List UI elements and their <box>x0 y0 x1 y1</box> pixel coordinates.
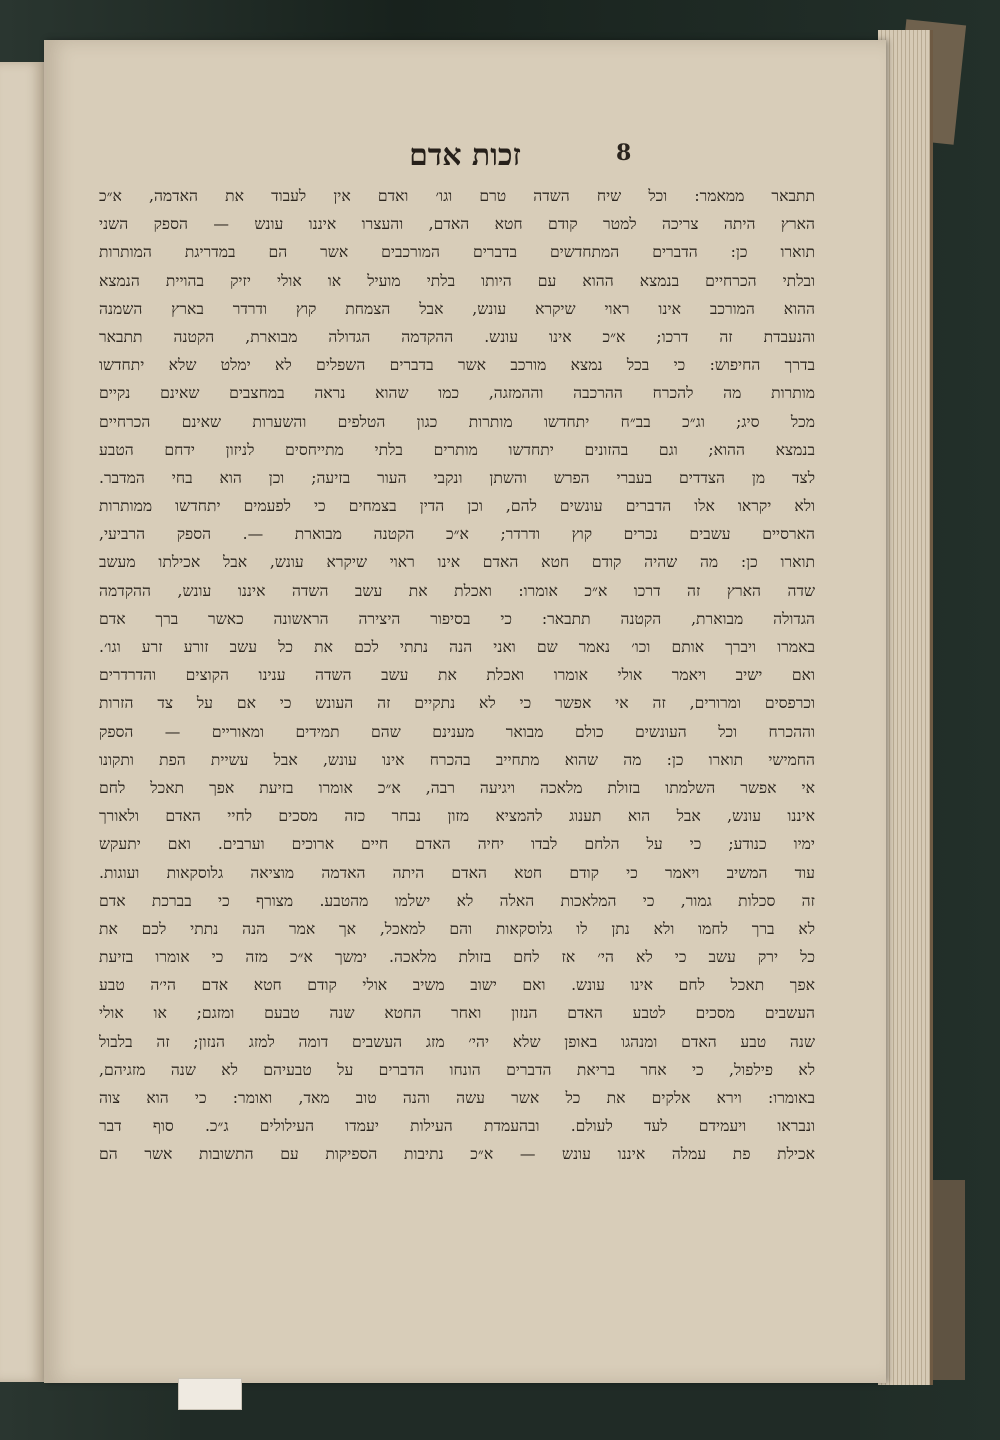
text-line: לא פילפול, כי אחר בריאת הדברים הונחו הדברים על טבעיהם לא שנה מזגיהם, <box>99 1060 815 1079</box>
running-title: זכות אדם <box>409 138 521 173</box>
text-line: באמרו ויברך אותם וכו׳ נאמר שם ואני הנה נתתי לכם את כל עשב זורע זרע וגו׳. <box>99 638 815 656</box>
text-line: זה סכלות גמור, כי המלאכות האלה לא ישלמו מהטבע. מצורף כי בברכת אדם <box>99 891 815 910</box>
text-line: ובלתי הכרחיים בנמצא ההוא עם היותו בלתי מועיל או אולי יזיק בהויית הנמצא <box>99 271 815 290</box>
text-line: אי אפשר השלמתו בזולת מלאכה ויגיעה רבה, א״כ אומרו בזיעת אפך תאכל לחם <box>99 778 815 797</box>
text-line: מכל סיג; וג״כ בב״ח יתחדשו מותרות כגון הטלפים והשערות שאינם הכרחיים <box>99 412 815 431</box>
text-line: שנה טבע האדם ומנהגו באופן שלא יהי׳ מזג העשבים דומה למזג הנזון; זה בלבול <box>99 1032 815 1051</box>
text-line: העשבים מסכים לטבע האדם הנזון ואחר החטא שנה טבעם ומזגם; או אולי <box>99 1004 815 1023</box>
text-line: וכרפסים ומרורים, זה אי אפשר כי לא נתקיים זה העונש כי אם על צד הזרות <box>99 694 815 713</box>
text-line: בנמצא ההוא; וגם בהזונים יתחדשו מותרים בלתי מתייחסים לניזון ידחם הטבע <box>99 440 815 459</box>
body-text <box>99 182 815 1169</box>
text-line: שדה הארץ זה דרכו א״כ אומרו: ואכלת את עשב השדה איננו עונש, ההקדמה <box>99 581 815 600</box>
text-line: תתבאר ממאמר: וכל שיח השדה טרם וגו׳ ואדם אין לעבוד את האדמה, א״כ <box>99 187 815 205</box>
text-line: הארץ היתה צריכה למטר קודם חטא האדם, והעצרו איננו עונש — הספק השני <box>99 215 815 234</box>
text-line: לא ברך לחמו ולא נתן לו גלוסקאות והם למאכל, אך אמר הנה נתתי לכם את <box>99 919 815 938</box>
facing-page-edge <box>0 62 46 1382</box>
text-line: ונבראו ויעמידם לעד לעולם. ובהעמדת העילות יעמדו העילולים ג״כ. סוף דבר <box>99 1117 815 1136</box>
page-number: 8 <box>616 140 632 166</box>
text-line: ולא יקראו אלו הדברים עונשים להם, וכן הדין בצמחים כי לפעמים יתחדשו ממותרות <box>99 497 815 516</box>
text-line: באומרו: וירא אלקים את כל אשר עשה והנה טוב מאד, ואומר: כי הוא צוה <box>99 1089 815 1107</box>
text-line: איננו עונש, אבל הוא תענוג להמציא מזון נבחר כזה מסכים לחיי האדם ולאורך <box>99 807 815 826</box>
text-line: תוארו כן: הדברים המתחדשים בדברים המורכבים אשר הם במדריגת המותרות <box>99 243 815 262</box>
text-line: ימיו כנודע; כי על הלחם לבדו יחיה האדם חיים ארוכים וערבים. ואם יתעקש <box>99 835 815 854</box>
cover-cloth <box>180 1380 860 1440</box>
text-line: וההכרח וכל העונשים כולם מבואר מענינם שהם תמידים ומאוריים — הספק <box>99 722 815 741</box>
text-line: לצד מן הצדדים בעברי הפרש והשתן ונקבי העור בזיעה; וכן הוא בחי המדבר. <box>99 468 815 487</box>
text-line: ואם ישיב ויאמר אולי אומרו ואכלת את עשב השדה ענינו הקוצים והדרדרים <box>99 666 815 685</box>
text-line: החמישי תוארו כן: מה שהוא מתחייב בהכרח אינו עונש, אבל עשיית הפת ותקונו <box>99 750 815 769</box>
text-line: תוארו כן: מה שהיה קודם חטא האדם אינו ראוי שיקרא עונש, אבל אכילתו מעשב <box>99 553 815 572</box>
text-line: כל ירק עשב כי לא הי׳ אז לחם בזולת מלאכה. ימשך א״כ מזה כי אומרו בזיעת <box>99 948 815 967</box>
text-line: מותרות מה להכרח ההרכבה וההמזגה, כמו שהוא נראה במחצבים שאינם נקיים <box>99 384 815 403</box>
text-line: אפך תאכל לחם אינו עונש. ואם ישוב משיב אולי קודם חטא אדם הי׳ה טבע <box>99 976 815 995</box>
page-header <box>44 138 886 178</box>
text-line: ההוא המורכב אינו ראוי שיקרא עונש, אבל הצמחת קוץ ודרדר בארץ השמנה <box>99 299 815 318</box>
text-line: והנעבדת זה דרכו; א״כ אינו עונש. ההקדמה הגדולה מבוארת, הקטנה תתבאר <box>99 327 815 346</box>
text-line: בדרך החיפוש: כי בכל נמצא מורכב אשר בדברים השפלים לא ימלט שלא יתחדשו <box>99 356 815 375</box>
text-line: הגדולה מבוארת, הקטנה תתבאר: כי בסיפור היצירה הראשונה כאשר ברך אדם <box>99 609 815 628</box>
text-line: הארסיים עשבים נכרים קוץ ודרדר; א״כ הקטנה מבוארת —. הספק הרביעי, <box>99 525 815 544</box>
text-line: אכילת פת עמלה איננו עונש — א״כ נתיבות הספיקות עם התשובות אשר הם <box>99 1145 815 1164</box>
paper-slip <box>178 1378 242 1410</box>
text-line: עוד המשיב ויאמר כי קודם חטא האדם היתה האדמה מוציאה גלוסקאות ועוגות. <box>99 863 815 882</box>
page-block-edges <box>878 30 933 1385</box>
